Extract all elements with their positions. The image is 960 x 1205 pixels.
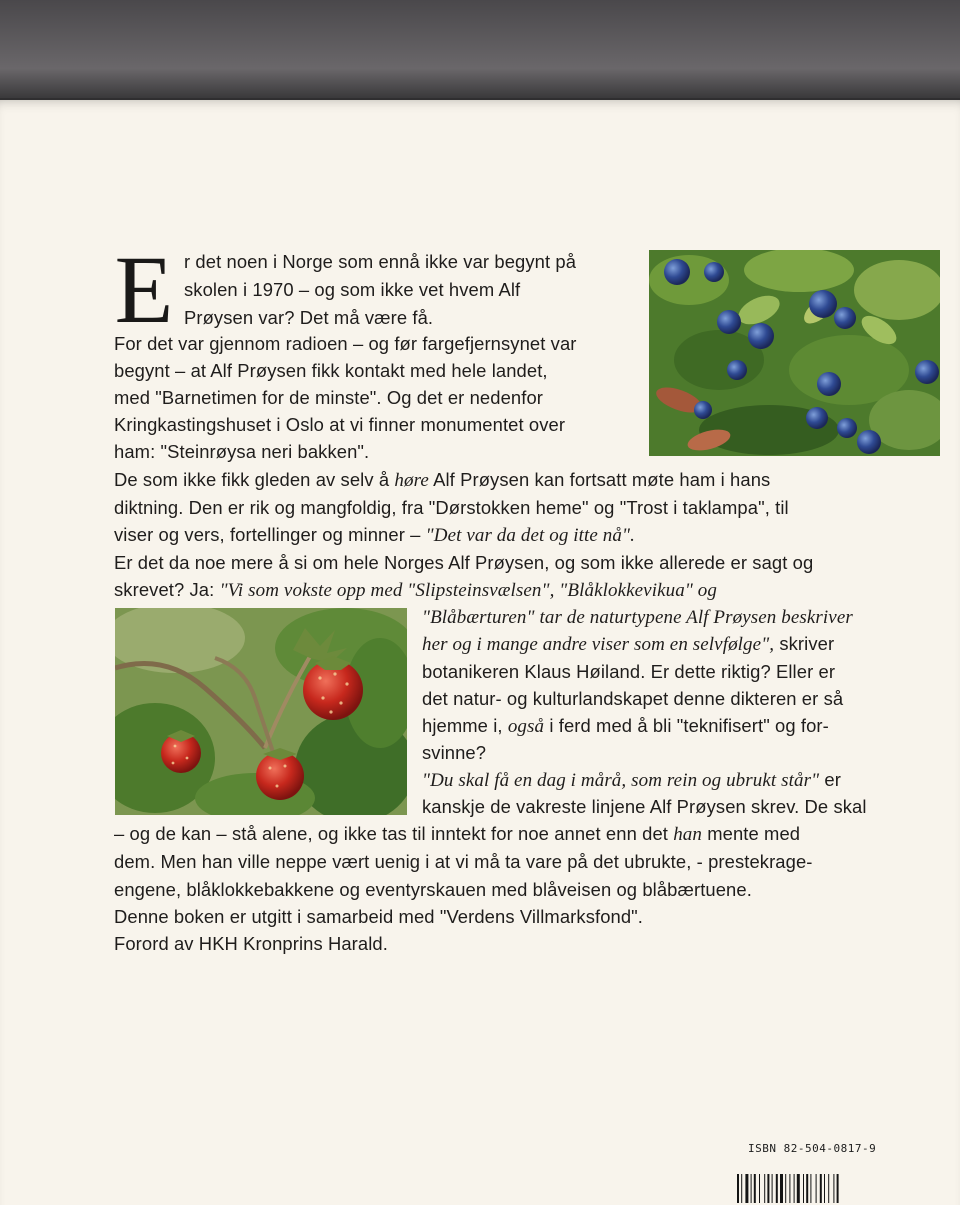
para2-line-4: Kringkastingshuset i Oslo at vi finner monumentet over <box>114 414 566 435</box>
para4-line-1: Er det da noe mere å si om hele Norges Alf Prøysen, og som ikke allerede er sagt og <box>114 552 814 573</box>
barcode-bar <box>751 1174 752 1203</box>
barcode-bar <box>785 1174 786 1203</box>
para6-line-1: Denne boken er utgitt i samarbeid med "Verdens Villmarksfond". <box>114 906 644 927</box>
para4-line-3: "Blåbærturen" tar de naturtypene Alf Prøysen beskriver <box>422 607 853 628</box>
emphasis-hore: høre <box>394 470 429 491</box>
barcode-bar <box>759 1174 760 1203</box>
intro-line-2: skolen i 1970 – og som ikke vet hvem Alf <box>184 279 521 300</box>
barcode-bar <box>820 1174 822 1203</box>
para4-line-8: svinne? <box>422 742 487 763</box>
barcode-bar <box>837 1174 839 1203</box>
barcode-bar <box>780 1174 783 1203</box>
para5-line-5: engene, blåklokkebakkene og eventyrskauen med blåveisen og blåbærtuene. <box>114 879 752 900</box>
para3-line-1: De som ikke fikk gleden av selv å høre Alf Prøysen kan fortsatt møte ham i hans <box>114 469 771 491</box>
barcode-bar <box>741 1174 742 1203</box>
barcode-bar <box>776 1174 778 1203</box>
barcode-bar <box>764 1174 765 1203</box>
para5-line-1: "Du skal få en dag i mårå, som rein og ubrukt står" er <box>422 769 841 791</box>
intro-line-1: r det noen i Norge som ennå ikke var begynt på <box>184 251 577 272</box>
barcode-bar <box>833 1174 834 1203</box>
barcode-bar <box>810 1174 811 1203</box>
barcode-bar <box>806 1174 808 1203</box>
barcode-bar <box>745 1174 748 1203</box>
drop-cap: E <box>114 236 174 343</box>
para6-line-2: Forord av HKH Kronprins Harald. <box>114 933 388 954</box>
barcode-bar <box>828 1174 829 1203</box>
para4-line-5: botanikeren Klaus Høiland. Er dette riktig? Eller er <box>422 661 836 682</box>
para3-line-2: diktning. Den er rik og mangfoldig, fra "Dørstokken heme" og "Trost i taklampa", til <box>114 497 789 518</box>
blueberry-photo <box>649 250 940 456</box>
barcode-bar <box>803 1174 804 1203</box>
para2-line-3: med "Barnetimen for de minste". Og det er nedenfor <box>114 387 543 408</box>
para2-line-5: ham: "Steinrøysa neri bakken". <box>114 441 370 462</box>
barcode-bar <box>824 1174 825 1203</box>
barcode-bar <box>797 1174 800 1203</box>
para4-line-7: hjemme i, også i ferd med å bli "teknifisert" og for- <box>422 715 829 737</box>
barcode-bar <box>737 1174 739 1203</box>
para5-line-2: kanskje de vakreste linjene Alf Prøysen skrev. De skal <box>422 796 867 817</box>
wild-strawberry-photo <box>115 608 407 815</box>
para4-line-6: det natur- og kulturlandskapet denne dikteren er så <box>422 688 844 709</box>
barcode-bar <box>794 1174 795 1203</box>
barcode-bar <box>772 1174 773 1203</box>
barcode-bar <box>789 1174 790 1203</box>
para2-line-2: begynt – at Alf Prøysen fikk kontakt med hele landet, <box>114 360 548 381</box>
barcode <box>736 1174 882 1203</box>
para2-line-1: For det var gjennom radioen – og før fargefjernsynet var <box>114 333 577 354</box>
scanner-background <box>0 0 960 98</box>
isbn-number: ISBN 82-504-0817-9 <box>748 1142 877 1155</box>
para4-line-2: skrevet? Ja: "Vi som vokste opp med "Slipsteinsvælsen", "Blåklokkevikua" og <box>114 579 717 601</box>
barcode-bar <box>754 1174 756 1203</box>
para5-line-3: – og de kan – stå alene, og ikke tas til inntekt for noe annet enn det han mente med <box>114 823 801 845</box>
para3-line-3: viser og vers, fortellinger og minner – "Det var da det og itte nå". <box>114 524 635 546</box>
intro-line-3: Prøysen var? Det må være få. <box>184 307 434 328</box>
barcode-bar <box>767 1174 769 1203</box>
quote-det-var-da: "Det var da det og itte nå". <box>425 525 635 546</box>
para5-line-4: dem. Men han ville neppe vært uenig i at vi må ta vare på det ubrukte, - prestekrage- <box>114 851 813 872</box>
barcode-bar <box>816 1174 817 1203</box>
para4-line-4: her og i mange andre viser som en selvfølge", skriver <box>422 633 835 655</box>
